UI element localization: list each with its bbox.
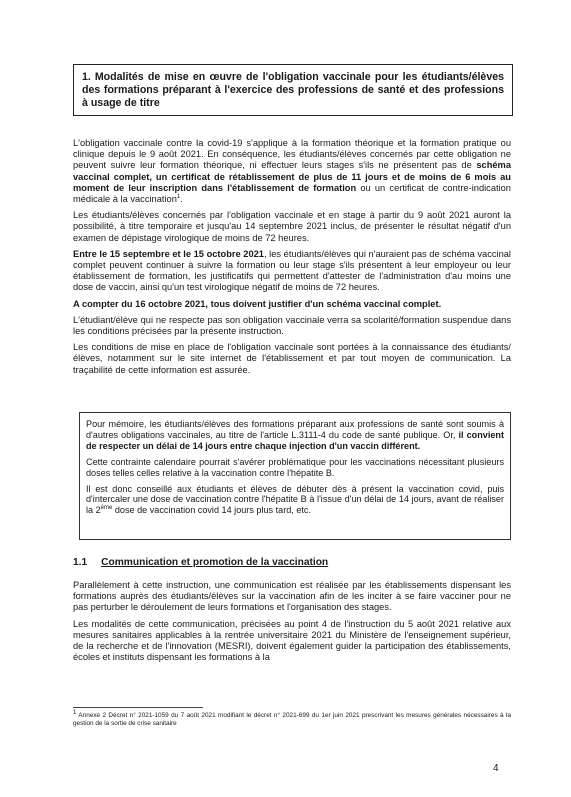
note-1-bold: il convient de respecter un délai de 14 jours entre chaque injection d'un vaccin différent. bbox=[86, 429, 504, 451]
note-3-superscript: ème bbox=[100, 505, 113, 512]
body-text-bottom bbox=[73, 580, 511, 668]
note-3-end: dose de vaccination covid 14 jours plus tard, etc. bbox=[112, 505, 312, 516]
subsection-title: Communication et promotion de la vaccination bbox=[101, 557, 329, 568]
note-paragraph-3 bbox=[86, 484, 504, 517]
reminder-note-box bbox=[79, 412, 511, 540]
section-title-text: Modalités de mise en œuvre de l'obligation vaccinale pour les étudiants/élèves des formations préparant à l'exercice des professions de santé et des professions à usage de titre bbox=[82, 71, 504, 109]
note-paragraph-2: Cette contrainte calendaire pourrait s'avérer problématique pour les vaccinations nécessitant plusieurs doses telles celles relative à la vaccination contre l'hépatite B. bbox=[86, 456, 504, 478]
paragraph-5: L'étudiant/élève qui ne respecte pas son obligation vaccinale verra sa scolarité/formation suspendue dans les conditions précisées par la présente instruction. bbox=[73, 314, 511, 337]
footnote-divider bbox=[73, 707, 203, 708]
paragraph-1 bbox=[73, 138, 511, 205]
footnote bbox=[73, 709, 511, 728]
subsection-heading bbox=[73, 557, 328, 568]
paragraph-4: A compter du 16 octobre 2021, tous doivent justifier d'un schéma vaccinal complet. bbox=[73, 298, 442, 309]
paragraph-1-end: . bbox=[180, 194, 183, 205]
footnote-mark: 1 bbox=[73, 709, 77, 716]
section-title-number: 1. bbox=[82, 71, 91, 83]
paragraph-2: Les étudiants/élèves concernés par l'obligation vaccinale et en stage à partir du 9 août 2021 auront la possibilité, à titre temporaire et jusqu'au 14 septembre 2021 inclus, de présenter le résultat négatif d'un examen de dépistage virologique de moins de 72 heures. bbox=[73, 210, 511, 243]
paragraph-3 bbox=[73, 249, 511, 294]
note-1-text: Pour mémoire, les étudiants/élèves des formations préparant aux professions de santé sont soumis à d'autres obligations vaccinales, au titre de l'article L.3111-4 du code de santé publique. Or, bbox=[86, 419, 504, 440]
footnote-reference: 1 bbox=[176, 193, 181, 200]
paragraph-1-part-a: L'obligation vaccinale contre la covid-19 s'applique à la formation théorique et la formation pratique ou clinique depuis le 9 août 2021. En conséquence, les étudiants/élèves concernés par cette obligation ne peuvent suivre leur formation théorique, ni effectuer leurs stages s'ils ne présentent pas de bbox=[73, 138, 511, 171]
subsection-paragraph-1: Parallèlement à cette instruction, une communication est réalisée par les établissements dispensant les formations auprès des étudiants/élèves sur la vaccination afin de les inciter à se faire vacciner pour ne pas perturber le déroulement de leurs formations et l'organisation des stages. bbox=[73, 580, 511, 613]
paragraph-3-rest: , les étudiants/élèves qui n'auraient pas de schéma vaccinal complet peuvent continuer à suivre la formation ou leur stage s'ils présentent à leur employeur ou leur établissement de formation, les justificatifs qui permettent d'attester de l'administration d'au moins une dose de vaccin, ainsi qu'un test virologique négatif de moins de 72 heures. bbox=[73, 248, 511, 293]
note-3-text: Il est donc conseillé aux étudiants et élèves de débuter dès à présent la vaccination covid, puis d'intercaler une dose de vaccination contre l'hépatite B à l'issue d'un délai de 14 jours, avant de réaliser la 2 bbox=[86, 483, 504, 516]
paragraph-6: Les conditions de mise en place de l'obligation vaccinale sont portées à la connaissance des étudiants/élèves, notamment sur le site internet de l'établissement et par tout moyen de communication. La traçabilité de cette information est assurée. bbox=[73, 342, 511, 375]
subsection-number: 1.1 bbox=[73, 557, 88, 568]
body-text-top bbox=[73, 138, 511, 381]
page-number: 4 bbox=[493, 763, 499, 774]
footnote-text: Annexe 2 Décret n° 2021-1059 du 7 août 2021 modifiant le décret n° 2021-699 du 1er juin 2021 prescrivant les mesures générales nécessaires à la gestion de la sortie de crise sanitaire bbox=[73, 712, 511, 728]
section-title-box bbox=[73, 64, 513, 116]
note-paragraph-1 bbox=[86, 419, 504, 452]
paragraph-1-bold: schéma vaccinal complet, un certificat de rétablissement de plus de 11 jours et de moins de 6 mois au moment de leur inscription dans l'établissement de formation bbox=[73, 160, 511, 193]
paragraph-1-part-c: ou un certificat de contre-indication médicale à la vaccination bbox=[73, 182, 511, 205]
subsection-paragraph-2: Les modalités de cette communication, précisées au point 4 de l'instruction du 5 août 2021 relative aux mesures sanitaires applicables à la rentrée universitaire 2021 du Ministère de l'enseignement supérieur, de la recherche et de l'innovation (MESRI), doivent également guider la participation des établissements, écoles et instituts dispensant les formations à la bbox=[73, 618, 511, 663]
paragraph-3-bold: Entre le 15 septembre et le 15 octobre 2021 bbox=[73, 248, 264, 259]
